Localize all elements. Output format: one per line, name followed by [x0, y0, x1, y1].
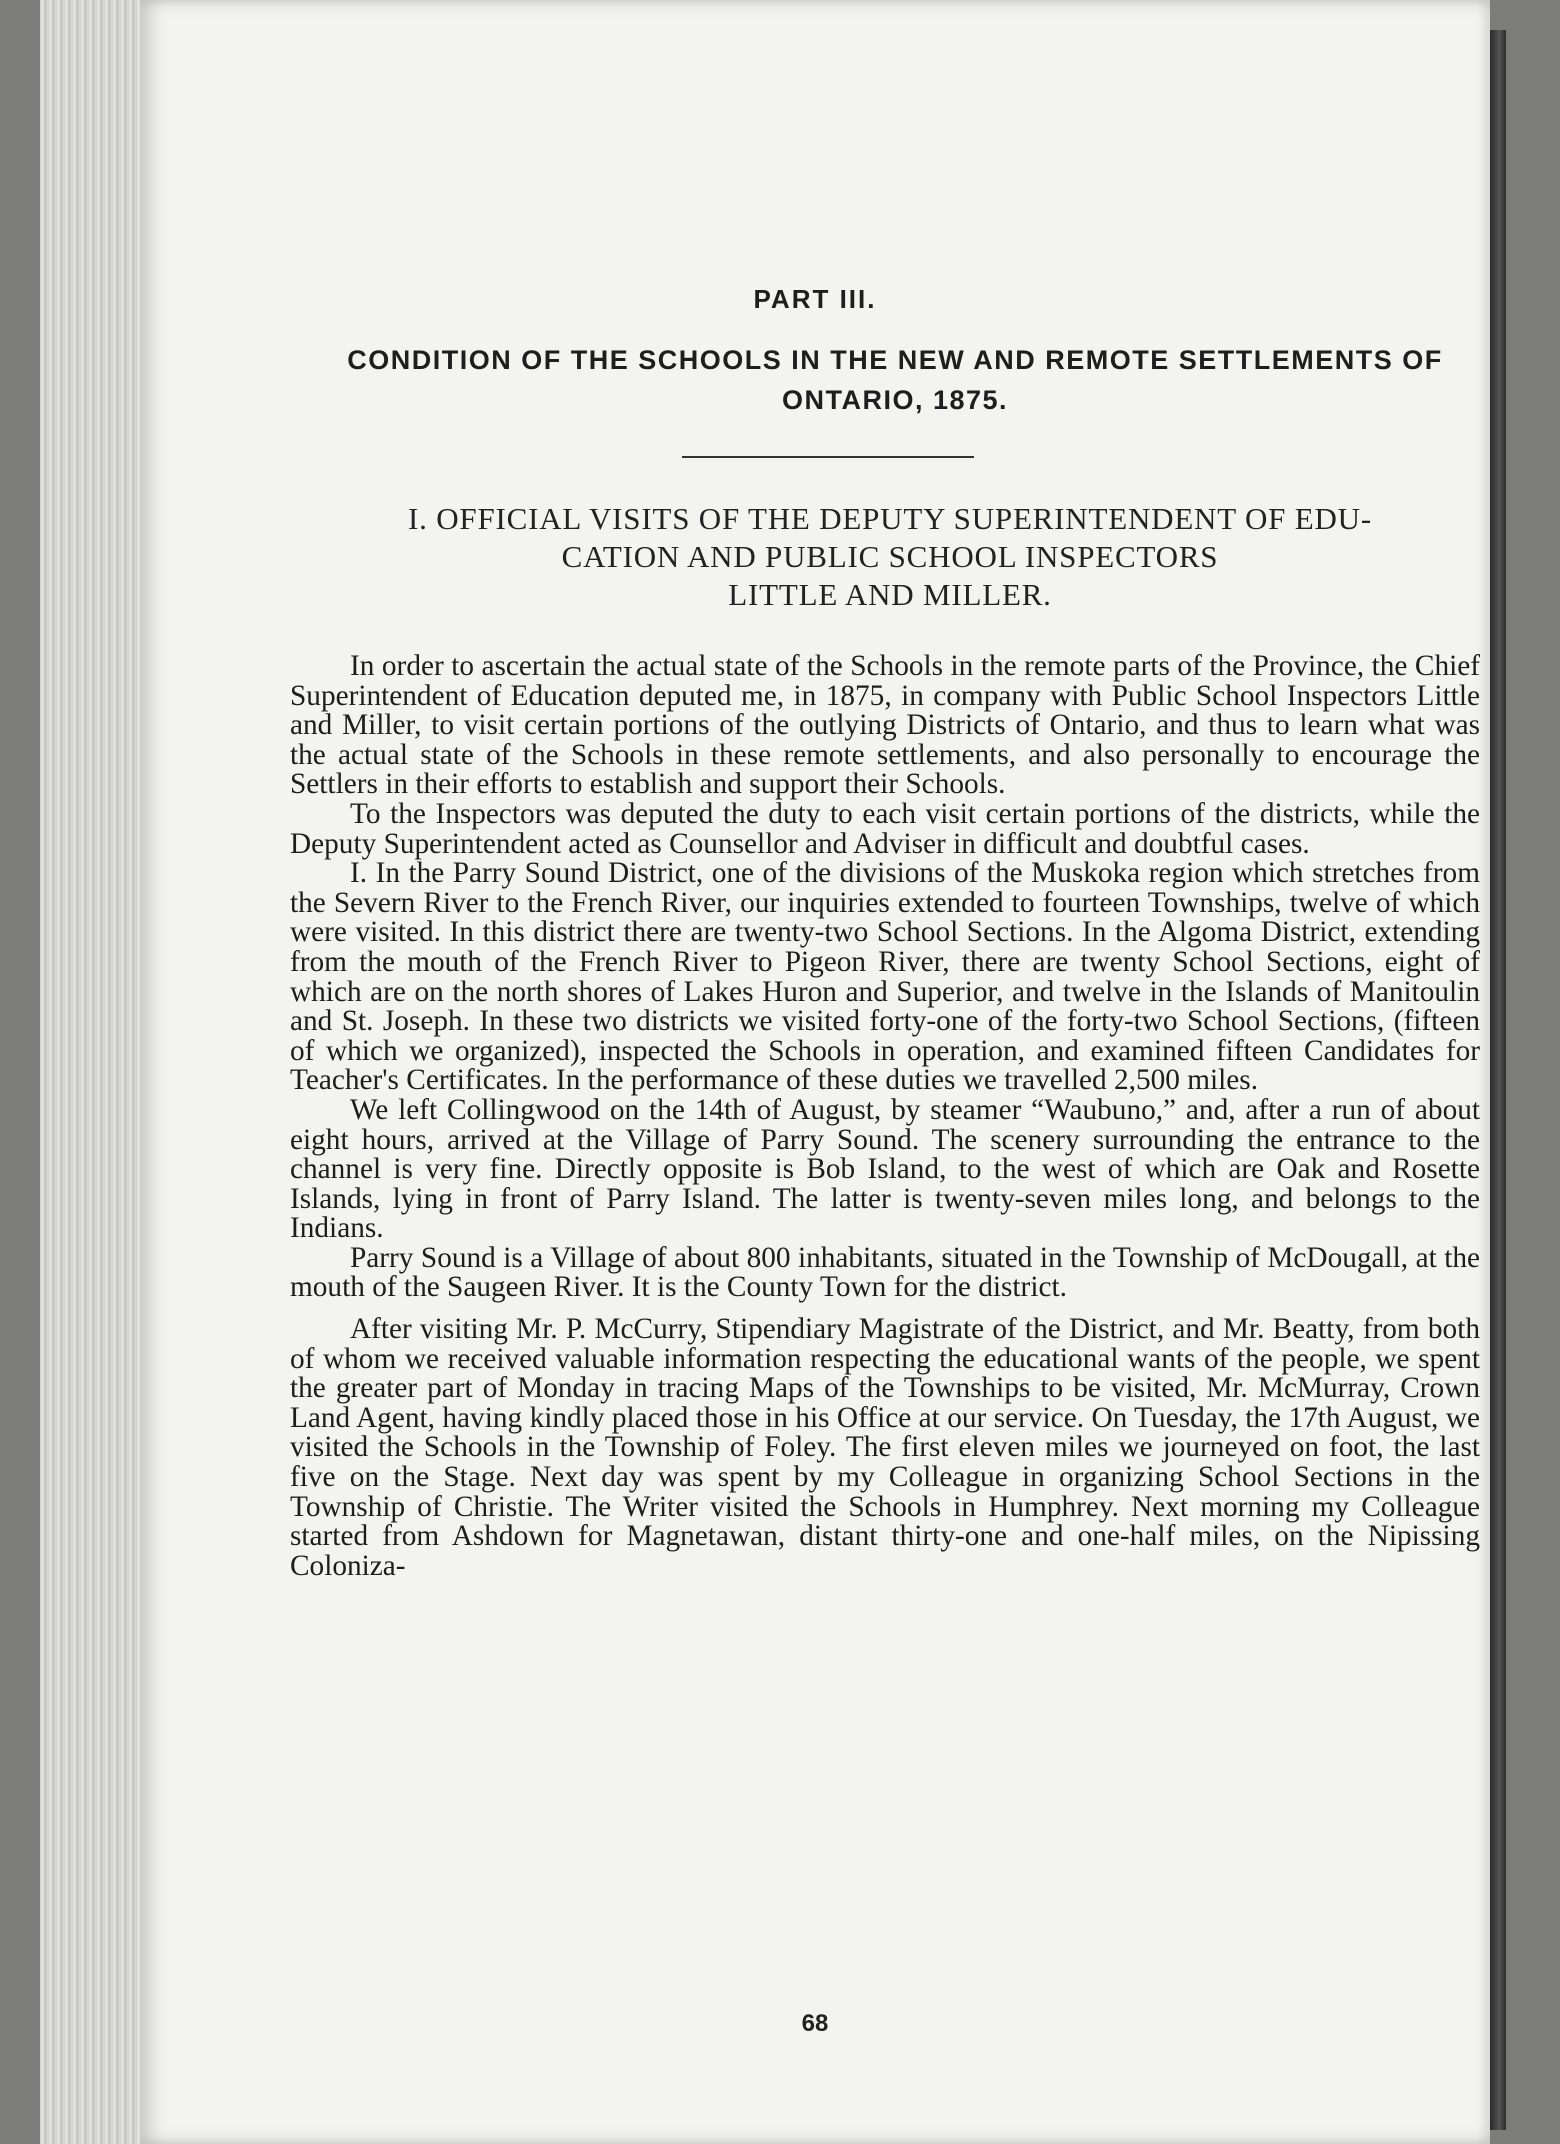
section-title-line-1: I. OFFICIAL VISITS OF THE DEPUTY SUPERINTENDENT OF EDU-: [408, 501, 1372, 536]
section-title-line-2: CATION AND PUBLIC SCHOOL INSPECTORS: [561, 539, 1219, 574]
paragraph-3: I. In the Parry Sound District, one of the divisions of the Muskoka region which stretches from the Severn River to the French River, our inquiries extended to fourteen Townships, twelve of which were visited. In this district there are twenty-two School Sections. In the Algoma District, extending from the mouth of the French River to Pigeon River, there are twenty School Sections, eight of which are on the north shores of Lakes Huron and Superior, and twelve in the Islands of Manitoulin and St. Joseph. In these two districts we visited forty-one of the forty-two School Sections, (fifteen of which we organized), inspected the Schools in operation, and examined fifteen Candidates for Teacher's Certificates. In the performance of these duties we travelled 2,500 miles.: [290, 857, 1480, 1097]
chapter-title: CONDITION OF THE SCHOOLS IN THE NEW AND REMOTE SETTLEMENTS OF ONTARIO, 1875.: [347, 345, 1443, 415]
section-title: [280, 500, 1500, 614]
page-number: 68: [801, 2010, 829, 2037]
paragraph-1: In order to ascertain the actual state of the Schools in the remote parts of the Province, the Chief Superintendent of Education deputed me, in 1875, in company with Public School Inspectors Little and Miller, to visit certain portions of the outlying Districts of Ontario, and thus to learn what was the actual state of the Schools in these remote settlements, and also personally to encourage the Settlers in their efforts to establish and support their Schools.: [290, 650, 1480, 801]
part-heading: PART III.: [753, 284, 877, 314]
binding-edge: [1490, 30, 1506, 2130]
book-page: [140, 0, 1490, 2144]
page-stack-edge: [40, 0, 150, 2144]
paragraph-4: We left Collingwood on the 14th of August, by steamer “Waubuno,” and, after a run of about eight hours, arrived at the Village of Parry Sound. The scenery surrounding the entrance to the channel is very fine. Directly opposite is Bob Island, to the west of which are Oak and Rosette Islands, lying in front of Parry Island. The latter is twenty-seven miles long, and belongs to the Indians.: [290, 1093, 1480, 1245]
title-divider: [682, 456, 974, 458]
section-title-line-3: LITTLE AND MILLER.: [728, 577, 1052, 612]
paragraph-2: To the Inspectors was deputed the duty to each visit certain portions of the districts, while the Deputy Superintendent acted as Counsellor and Adviser in difficult and doubtful cases.: [290, 797, 1480, 860]
paragraph-6: After visiting Mr. P. McCurry, Stipendiary Magistrate of the District, and Mr. Beatty, from both of whom we received valuable information respecting the educational wants of the people, we spent the greater part of Monday in tracing Maps of the Townships to be visited, Mr. McMurray, Crown Land Agent, having kindly placed those in his Office at our service. On Tuesday, the 17th August, we visited the Schools in the Township of Foley. The first eleven miles we journeyed on foot, the last five on the Stage. Next day was spent by my Colleague in organizing School Sections in the Township of Christie. The Writer visited the Schools in Humphrey. Next morning my Colleague started from Ashdown for Magnetawan, distant thirty-one and one-half miles, on the Nipissing Coloniza-: [290, 1313, 1480, 1582]
paragraph-5: Parry Sound is a Village of about 800 inhabitants, situated in the Township of McDougall, at the mouth of the Saugeen River. It is the County Town for the district.: [290, 1241, 1480, 1304]
body-text: [290, 652, 1480, 1581]
